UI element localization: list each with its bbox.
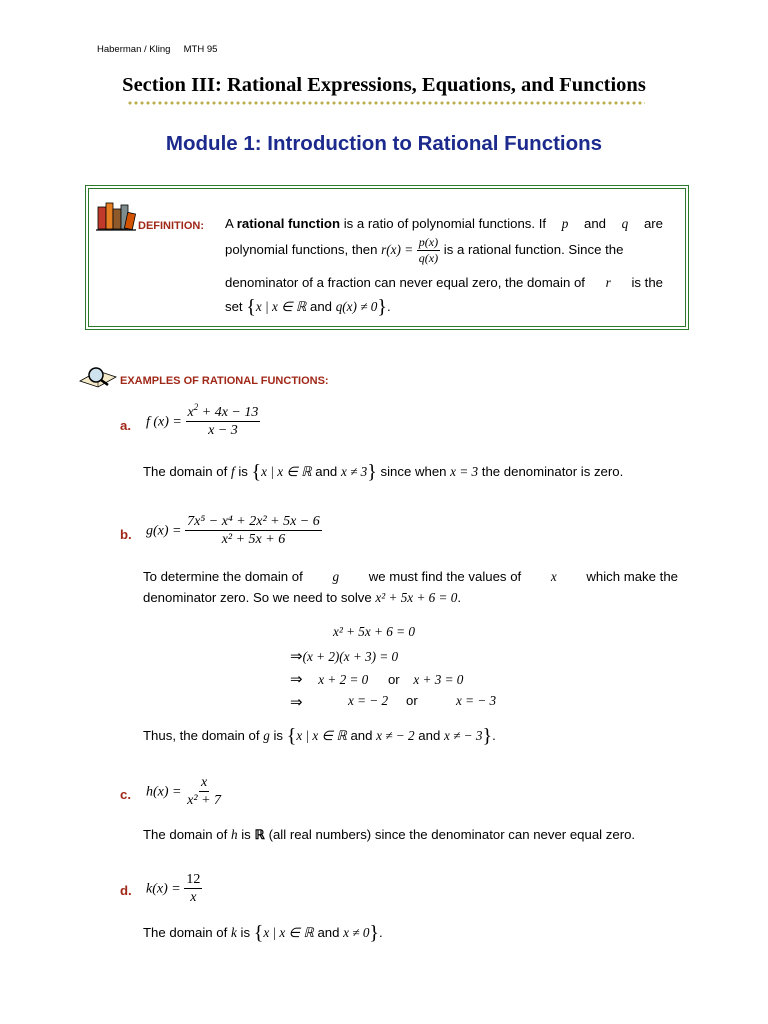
example-a-letter: a.: [120, 418, 131, 433]
example-b-letter: b.: [120, 527, 132, 542]
example-b-formula: g(x) = $\frac{\text{7x⁵ − x⁴ + 2x² + 5x − 6}}{\text{x² + 5x + 6}}$: [146, 514, 320, 548]
example-c-numerator: x: [199, 775, 209, 792]
examples-heading: EXAMPLES OF RATIONAL FUNCTIONS:: [120, 375, 329, 387]
magnifier-icon: [78, 363, 118, 389]
definition-term: rational function: [236, 216, 341, 231]
header-authors: Haberman / Kling: [97, 44, 171, 55]
example-b-paragraph-2: denominator zero. So we need to solve x² + 5x + 6 = 0.: [143, 590, 461, 605]
example-b-numerator: 7x⁵ − x⁴ + 2x² + 5x − 6: [185, 514, 322, 531]
definition-text-2: polynomial functions, then r(x) = $\frac{p(x)}{q(x)}$ is a rational function. Since the: [225, 235, 624, 266]
decorative-divider: [127, 100, 645, 106]
example-d-numerator: 12: [184, 872, 202, 889]
example-a-numerator: $x^2 + 4x - 13$: [186, 405, 261, 422]
step-1: x² + 5x + 6 = 0: [333, 624, 415, 639]
example-a-denominator: x − 3: [208, 423, 238, 439]
example-c-formula: h(x) = $\frac{x}{\text{x² + 7}}$: [146, 775, 222, 809]
example-d-formula: k(x) = $\frac{12}{x}$: [146, 872, 201, 906]
module-title: Module 1: Introduction to Rational Functions: [165, 132, 603, 155]
example-c-letter: c.: [120, 787, 131, 802]
example-d-letter: d.: [120, 883, 132, 898]
example-b-denominator: x² + 5x + 6: [221, 532, 286, 548]
header-course: MTH 95: [183, 44, 218, 55]
section-title: Section III: Rational Expressions, Equations, and Functions: [122, 74, 646, 96]
example-a-formula: f (x) = $\frac{x^2 + 4x - 13}{x - 3}$: [146, 402, 259, 439]
example-c-domain: The domain of h is ℝ (all real numbers) since the denominator can never equal zero.: [143, 827, 636, 842]
example-c-denominator: x² + 7: [187, 793, 222, 809]
page-header: [97, 44, 217, 55]
example-b-paragraph-1: To determine the domain of g we must find the values of x which make the: [143, 569, 678, 584]
definition-line-1: [138, 217, 204, 232]
example-a-domain: The domain of f is {x | x ∈ ℝ and x ≠ 3} since when x = 3 the denominator is zero.: [143, 461, 624, 483]
step-4: ⇒: [290, 695, 303, 711]
step-4-a: x = − 2: [348, 693, 389, 708]
step-4-or: or: [406, 693, 418, 708]
step-4-b: x = − 3: [456, 693, 497, 708]
example-d-denominator: x: [190, 890, 197, 906]
step-3: ⇒ x + 2 = 0 or x + 3 = 0: [290, 672, 464, 688]
step-2: ⇒(x + 2)(x + 3) = 0: [290, 649, 399, 665]
example-d-domain: The domain of k is {x | x ∈ ℝ and x ≠ 0}.: [143, 922, 383, 944]
definition-label: DEFINITION:: [138, 220, 204, 232]
definition-text-1: A rational function is a ratio of polynomial functions. If p and q are: [225, 216, 663, 231]
definition-text-3: denominator of a fraction can never equal zero, the domain of r is the: [225, 275, 663, 290]
definition-text-4: set {x | x ∈ ℝ and q(x) ≠ 0}.: [225, 296, 391, 318]
definition-fraction: $\frac{p(x)}{q(x)}$: [418, 235, 439, 266]
example-b-conclusion: Thus, the domain of g is {x | x ∈ ℝ and x ≠ − 2 and x ≠ − 3}.: [143, 725, 496, 747]
books-icon: [96, 195, 136, 233]
